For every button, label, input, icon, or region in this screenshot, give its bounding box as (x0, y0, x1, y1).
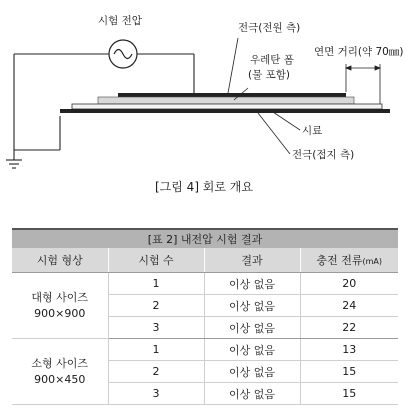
electrode-power (118, 93, 346, 97)
electrode-ground (60, 109, 390, 113)
count-cell: 1 (108, 273, 204, 295)
label-urethane-foam: 우레탄 폼 (250, 54, 294, 66)
count-cell: 1 (108, 339, 204, 361)
figure-caption: [그림 4] 회로 개요 (155, 180, 253, 194)
circuit-drawing (0, 0, 408, 200)
result-cell: 이상 없음 (204, 383, 300, 405)
urethane-foam (98, 97, 354, 104)
current-cell: 15 (300, 383, 398, 405)
count-cell: 2 (108, 295, 204, 317)
result-cell: 이상 없음 (204, 361, 300, 383)
header-count: 시험 수 (108, 248, 204, 273)
shape-large-size: 900×900 (34, 306, 86, 320)
shape-cell-large (12, 273, 108, 339)
header-result: 결과 (204, 248, 300, 273)
results-table (12, 248, 398, 405)
table-title: [표 2] 내전압 시험 결과 (12, 228, 398, 248)
label-foam-water: (물 포함) (248, 69, 290, 81)
ground-icon (6, 150, 22, 168)
sample-plate (72, 104, 382, 109)
results-table-section (12, 228, 398, 405)
result-cell: 이상 없음 (204, 295, 300, 317)
count-cell: 3 (108, 383, 204, 405)
label-electrode-ground: 전극(접지 측) (292, 149, 355, 161)
shape-large-name: 대형 사이즈 (31, 290, 89, 304)
circuit-diagram (0, 0, 408, 200)
label-test-voltage: 시험 전압 (98, 15, 142, 27)
header-current (300, 248, 398, 273)
result-cell: 이상 없음 (204, 339, 300, 361)
count-cell: 3 (108, 317, 204, 339)
current-cell: 13 (300, 339, 398, 361)
current-cell: 24 (300, 295, 398, 317)
table-row (12, 339, 398, 361)
shape-small-name: 소형 사이즈 (31, 356, 89, 370)
current-cell: 15 (300, 361, 398, 383)
result-cell: 이상 없음 (204, 273, 300, 295)
label-electrode-power: 전극(전원 측) (238, 22, 301, 34)
label-sample: 시료 (302, 125, 323, 137)
shape-cell-small (12, 339, 108, 405)
current-cell: 20 (300, 273, 398, 295)
current-cell: 22 (300, 317, 398, 339)
shape-small-size: 900×450 (34, 372, 86, 386)
label-creepage: 연면 거리(약 70㎜) (314, 46, 404, 58)
count-cell: 2 (108, 361, 204, 383)
table-header-row (12, 248, 398, 273)
header-shape: 시험 형상 (12, 248, 108, 273)
header-current-unit: (mA) (362, 257, 383, 266)
result-cell: 이상 없음 (204, 317, 300, 339)
header-current-label: 충전 전류 (316, 254, 363, 267)
table-row (12, 273, 398, 295)
